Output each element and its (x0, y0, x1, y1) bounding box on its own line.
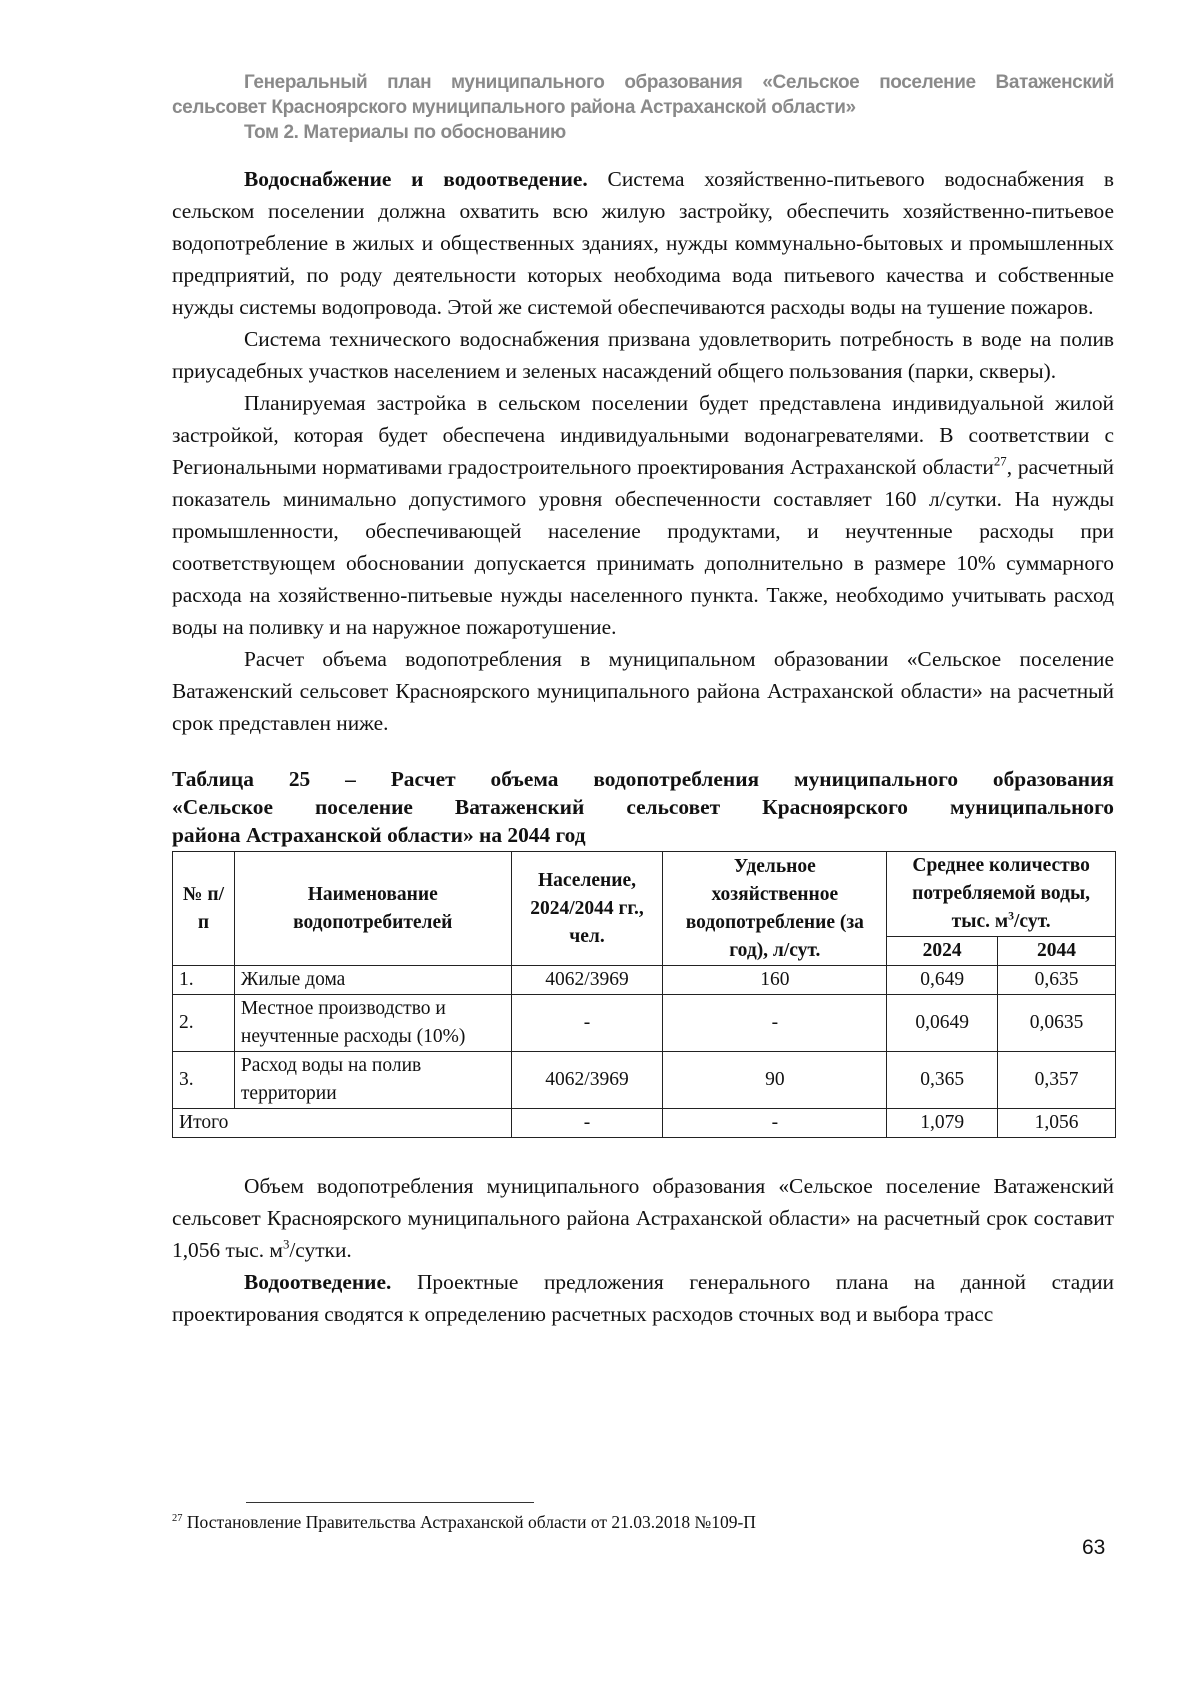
header-specific-consumption: Удельное хозяйственное водопотребление (за год), л/сут. (663, 852, 887, 966)
paragraph-calculation-intro: Расчет объема водопотребления в муниципальном образовании «Сельское поселение Ватаженский сельсовет Красноярского муниципального района Астраханской области» на расчетный срок представлен ниже. (172, 647, 1114, 735)
table-row: 1. Жилые дома 4062/3969 160 0,649 0,635 (173, 966, 1116, 995)
header-line-2: сельсовет Красноярского муниципального района Астраханской области» (172, 97, 856, 118)
footnote (172, 1510, 1072, 1534)
header-name: Наименование водопотребителей (234, 852, 511, 966)
paragraph-water-disposal: Водоотведение. Проектные предложения генерального плана на данной стадии проектирования сводятся к определению расчетных расходов сточных вод и выбора трасс (172, 1270, 1114, 1326)
header-line-3: Том 2. Материалы по обоснованию (244, 122, 566, 143)
header-average-consumption: Среднее количество потребляемой воды, тыс. $м^3$/сут. (887, 852, 1116, 937)
running-header (172, 70, 1114, 145)
table-row: 2. Местное производство и неучтенные расходы (10%) - - 0,0649 0,0635 (173, 995, 1116, 1052)
water-consumption-table (172, 851, 1116, 1138)
section-title-water-supply: Водоснабжение и водоотведение. (244, 167, 588, 191)
paragraph-text: , расчетный показатель минимально допустимого уровня обеспеченности составляет 160 л/сутки. На нужды промышленности, обеспечивающей население продуктами, и неучтенные расходы при соответствующем обосновании допускается принимать дополнительно в размере 10% суммарного расхода на хозяйственно-питьевые нужды населенного пункта. Также, необходимо учитывать расход воды на поливку и на наружное пожаротушение. (172, 455, 1114, 639)
table-header-row (173, 852, 1116, 937)
section-title-water-disposal: Водоотведение. (244, 1270, 392, 1294)
header-year-2024: 2024 (887, 937, 998, 966)
paragraph-total-volume: Объем водопотребления муниципального образования «Сельское поселение Ватаженский сельсовет Красноярского муниципального района Астраханской области» на расчетный срок составит 1,056 тыс. $м^3$/сутки. (172, 1174, 1114, 1262)
paragraph-planned-development (172, 387, 1114, 643)
table-caption-line-1: Таблица 25 – Расчет объема водопотребления муниципального образования (172, 767, 1114, 791)
header-num: № п/п (173, 852, 235, 966)
header-year-2044: 2044 (998, 937, 1116, 966)
footnote-number: 27 (172, 1513, 183, 1525)
footnote-separator (246, 1502, 534, 1503)
table-total-row: Итого - - 1,079 1,056 (173, 1109, 1116, 1138)
table-caption-line-2: «Сельское поселение Ватаженский сельсовет Красноярского муниципального (172, 795, 1114, 819)
table-row: 3. Расход воды на полив территории 4062/3969 90 0,365 0,357 (173, 1052, 1116, 1109)
page-number: 63 (1082, 1536, 1106, 1559)
paragraph-text: Планируемая застройка в сельском поселении будет представлена индивидуальной жилой застройкой, которая будет обеспечена индивидуальными водонагревателями. В соответствии с Региональными нормативами градостроительного проектирования Астраханской области (172, 391, 1114, 479)
paragraph-water-supply-intro (172, 163, 1114, 323)
body-text (172, 163, 1114, 1330)
footnote-text: Постановление Правительства Астраханской области от 21.03.2018 №109-П (182, 1512, 756, 1532)
paragraph-text: Система хозяйственно-питьевого водоснабжения в сельском поселении должна охватить всю жилую застройку, обеспечить хозяйственно-питьевое водопотребление в жилых и общественных зданиях, нужды коммунально-бытовых и промышленных предприятий, по роду деятельности которых необходима вода питьевого качества и собственные нужды системы водопровода. Этой же системой обеспечиваются расходы воды на тушение пожаров. (172, 167, 1114, 319)
footnote-reference: 27 (993, 454, 1007, 469)
table-caption (172, 765, 1114, 849)
table-caption-line-3: района Астраханской области» на 2044 год (172, 823, 586, 847)
header-line-1: Генеральный план муниципального образования «Сельское поселение Ватаженский (244, 72, 1114, 93)
paragraph-technical-supply: Система технического водоснабжения призвана удовлетворить потребность в воде на полив приусадебных участков населением и зеленых насаждений общего пользования (парки, скверы). (172, 327, 1114, 383)
header-population: Население, 2024/2044 гг., чел. (511, 852, 663, 966)
